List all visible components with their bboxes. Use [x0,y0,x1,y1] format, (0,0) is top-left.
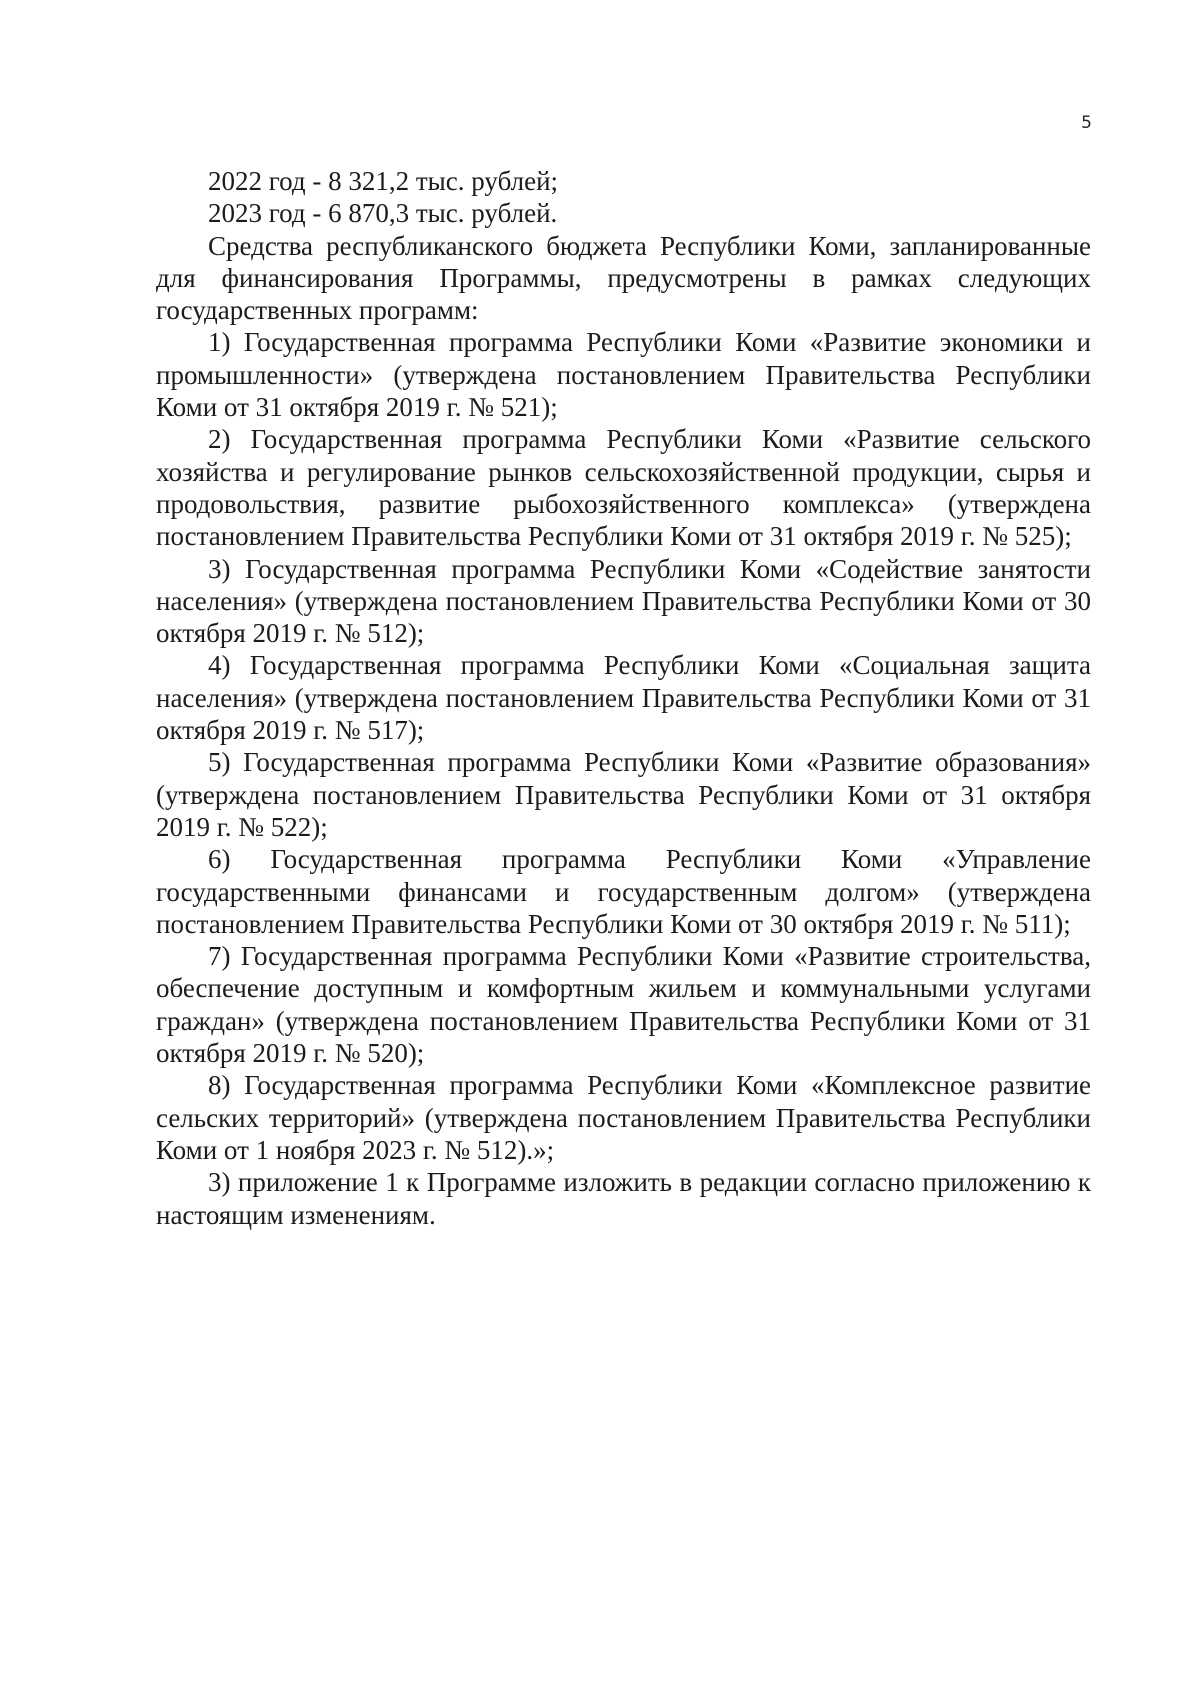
funding-amount-2023: 2023 год - 6 870,3 тыс. рублей. [208,198,558,229]
intro-paragraph: Средства республиканского бюджета Республики Коми, запланированные для финансирования Программы, предусмотрены в рамках следующих государственных программ: [156,230,1091,326]
program-item-2: 2) Государственная программа Республики Коми «Развитие сельского хозяйства и регулирование рынков сельскохозяйственной продукции, сырья и продовольствия, развитие рыбохозяйственного комплекса» (утверждена постановлением Правительства Республики Коми от 31 октября 2019 г. № 525); [156,424,1091,552]
program-item-3: 3) Государственная программа Республики Коми «Содействие занятости населения» (утверждена постановлением Правительства Республики Коми от 30 октября 2019 г. № 512); [156,553,1091,649]
program-item-5: 5) Государственная программа Республики Коми «Развитие образования» (утверждена постановлением Правительства Республики Коми от 31 октября 2019 г. № 522); [156,747,1091,842]
program-item-4: 4) Государственная программа Республики Коми «Социальная защита населения» (утверждена постановлением Правительства Республики Коми от 31 октября 2019 г. № 517); [156,650,1091,746]
program-item-7: 7) Государственная программа Республики Коми «Развитие строительства, обеспечение доступным и комфортным жильем и коммунальными услугами граждан» (утверждена постановлением Правительства Республики Коми от 31 октября 2019 г. № 520); [156,941,1091,1069]
final-item-paragraph: 3) приложение 1 к Программе изложить в редакции согласно приложению к настоящим изменениям. [156,1167,1091,1230]
funding-amount-2022: 2022 год - 8 321,2 тыс. рублей; [208,166,559,196]
program-item-1: 1) Государственная программа Республики Коми «Развитие экономики и промышленности» (утверждена постановлением Правительства Республики Коми от 31 октября 2019 г. № 521); [156,327,1091,423]
program-item-8: 8) Государственная программа Республики Коми «Комплексное развитие сельских территорий» (утверждена постановлением Правительства Республики Коми от 1 ноября 2023 г. № 512).»; [156,1070,1091,1165]
page-number: 5 [1081,113,1092,133]
document-body [156,165,1091,1231]
program-item-6: 6) Государственная программа Республики Коми «Управление государственными финансами и государственным долгом» (утверждена постановлением Правительства Республики Коми от 30 октября 2019 г. № 511); [156,844,1091,939]
